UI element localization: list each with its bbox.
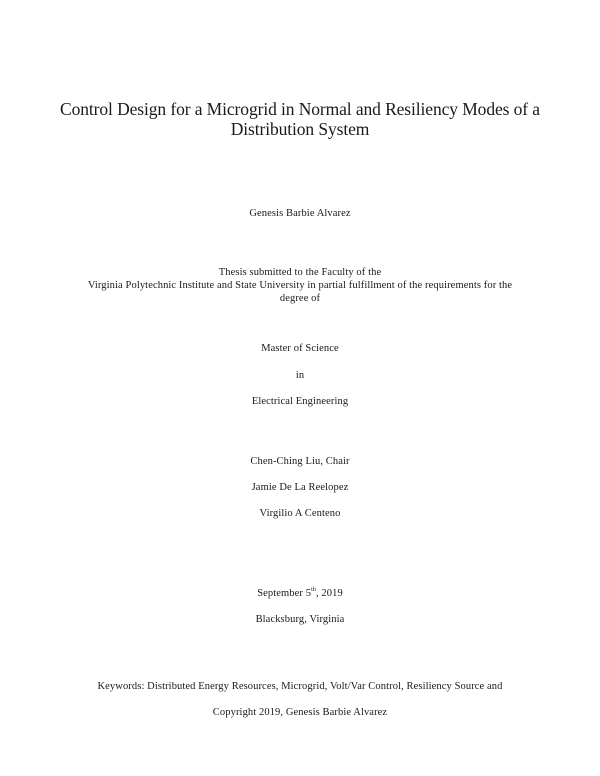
copyright: Copyright 2019, Genesis Barbie Alvarez bbox=[212, 707, 388, 718]
committee-member: Jamie De La Reelopez bbox=[251, 482, 349, 493]
committee-member: Virgilio A Centeno bbox=[259, 508, 341, 519]
date-month-day: September 5 bbox=[257, 588, 312, 599]
submission-statement-line-2: Virginia Polytechnic Institute and State University in partial fulfillment of the requirements for the bbox=[87, 280, 513, 291]
submission-date bbox=[0, 587, 600, 600]
submission-statement-line-1: Thesis submitted to the Faculty of the bbox=[218, 267, 382, 278]
degree-name: Master of Science bbox=[261, 343, 339, 354]
author-name: Genesis Barbie Alvarez bbox=[249, 208, 351, 219]
location: Blacksburg, Virginia bbox=[255, 614, 345, 625]
date-ordinal-suffix: th bbox=[311, 586, 316, 593]
submission-statement-line-3: degree of bbox=[279, 293, 321, 304]
thesis-title-line-2: Distribution System bbox=[230, 119, 370, 139]
degree-connector: in bbox=[295, 370, 305, 381]
keywords: Keywords: Distributed Energy Resources, Microgrid, Volt/Var Control, Resiliency Source and bbox=[97, 681, 503, 692]
degree-field: Electrical Engineering bbox=[251, 396, 349, 407]
thesis-title-line-1: Control Design for a Microgrid in Normal and Resiliency Modes of a bbox=[60, 99, 540, 119]
date-year: , 2019 bbox=[315, 588, 343, 599]
committee-chair: Chen-Ching Liu, Chair bbox=[250, 456, 350, 467]
